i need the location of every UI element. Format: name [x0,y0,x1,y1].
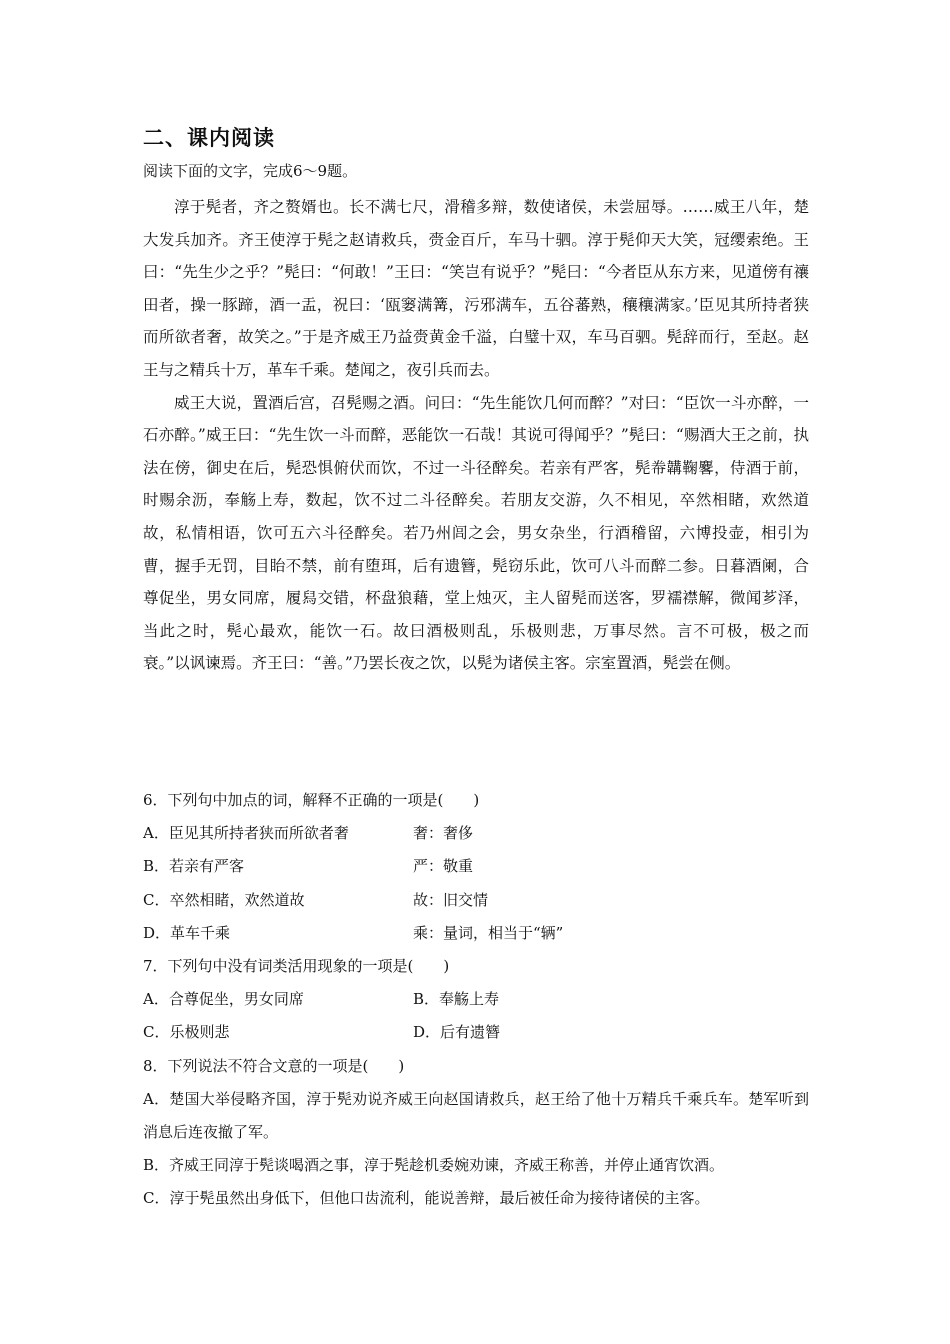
question-8 [143,1050,809,1216]
option-c [143,884,809,917]
option-sentence: C．卒然相睹，欢然道故 [143,890,305,909]
option-row [143,1016,809,1049]
option-d: D．后有遗簪 [413,1023,501,1042]
option-b: B．齐威王同淳于髡谈喝酒之事，淳于髡趁机委婉劝谏，齐威王称善，并停止通宵饮酒。 [143,1156,725,1175]
question-stem: 6．下列句中加点的词，解释不正确的一项是( ) [143,791,480,809]
option-sentence: B．若亲有严客 [143,857,245,876]
option-c: C．淳于髡虽然出身低下，但他口齿流利，能说善辩，最后被任命为接待诸侯的主客。 [143,1189,710,1208]
option-c: C．乐极则悲 [143,1023,230,1042]
question-6 [143,784,809,950]
question-stem: 8．下列说法不符合文意的一项是( ) [143,1056,405,1075]
reading-instruction: 阅读下面的文字，完成6～9题。 [143,162,358,180]
option-a: A．合尊促坐，男女同席 [143,990,304,1009]
reading-passage [143,191,809,680]
question-7 [143,950,809,1050]
option-a: A．楚国大举侵略齐国，淳于髡劝说齐威王向赵国请救兵，赵王给了他十万精兵千乘兵车。楚军听到消息后连夜撤了军。 [143,1089,809,1142]
option-a [143,817,809,850]
option-b: B．奉觞上寿 [413,990,500,1009]
passage-paragraph-2: 威王大说，置酒后宫，召髡赐之酒。问曰：“先生能饮几何而醉？”对曰：“臣饮一斗亦醉，一石亦醉。”威王曰：“先生饮一斗而醉，恶能饮一石哉！其说可得闻乎？”髡曰：“赐酒大王之前，执法在傍，御史在后，髡恐惧俯伏而饮，不过一斗径醉矣。若亲有严客，髡帣韝鞠𪊲，侍酒于前，时赐余沥，奉觞上寿，数起，饮不过二斗径醉矣。若朋友交游，久不相见，卒然相睹，欢然道故，私情相语，饮可五六斗径醉矣。若乃州闾之会，男女杂坐，行酒稽留，六博投壶，相引为曹，握手无罚，目眙不禁，前有堕珥，后有遗簪，髡窃乐此，饮可八斗而醉二参。日暮酒阑，合尊促坐，男女同席，履舄交错，杯盘狼藉，堂上烛灭，主人留髡而送客，罗襦襟解，微闻芗泽，当此之时，髡心最欢，能饮一石。故曰酒极则乱，乐极则悲，万事尽然。言不可极，极之而衰。”以讽谏焉。齐王曰：“善。”乃罢长夜之饮，以髡为诸侯主客。宗室置酒，髡尝在侧。 [143,393,809,673]
question-list [143,784,809,1216]
option-gloss: 奢：奢侈 [413,824,474,843]
question-stem: 7．下列句中没有词类活用现象的一项是( ) [143,957,450,976]
section-title: 二、课内阅读 [143,126,275,150]
option-sentence: D．革车千乘 [143,923,231,942]
option-gloss: 故：旧交情 [413,890,489,909]
option-d [143,917,809,950]
option-gloss: 严：敬重 [413,857,474,876]
option-gloss: 乘：量词，相当于“辆” [413,923,564,942]
option-row [143,983,809,1016]
option-b [143,850,809,883]
option-sentence: A．臣见其所持者狭而所欲者奢 [143,824,349,843]
passage-paragraph-1: 淳于髡者，齐之赘婿也。长不满七尺，滑稽多辩，数使诸侯，未尝屈辱。……威王八年，楚大发兵加齐。齐王使淳于髡之赵请救兵，赍金百斤，车马十驷。淳于髡仰天大笑，冠缨索绝。王曰：“先生少之乎？”髡曰：“何敢！”王曰：“笑岂有说乎？”髡曰：“今者臣从东方来，见道傍有禳田者，操一豚蹄，酒一盂，祝曰：‘瓯窭满篝，污邪满车，五谷蕃熟，穰穰满家。’臣见其所持者狭而所欲者奢，故笑之。”于是齐威王乃益赍黄金千溢，白璧十双，车马百驷。髡辞而行，至赵。赵王与之精兵十万，革车千乘。楚闻之，夜引兵而去。 [143,198,809,379]
